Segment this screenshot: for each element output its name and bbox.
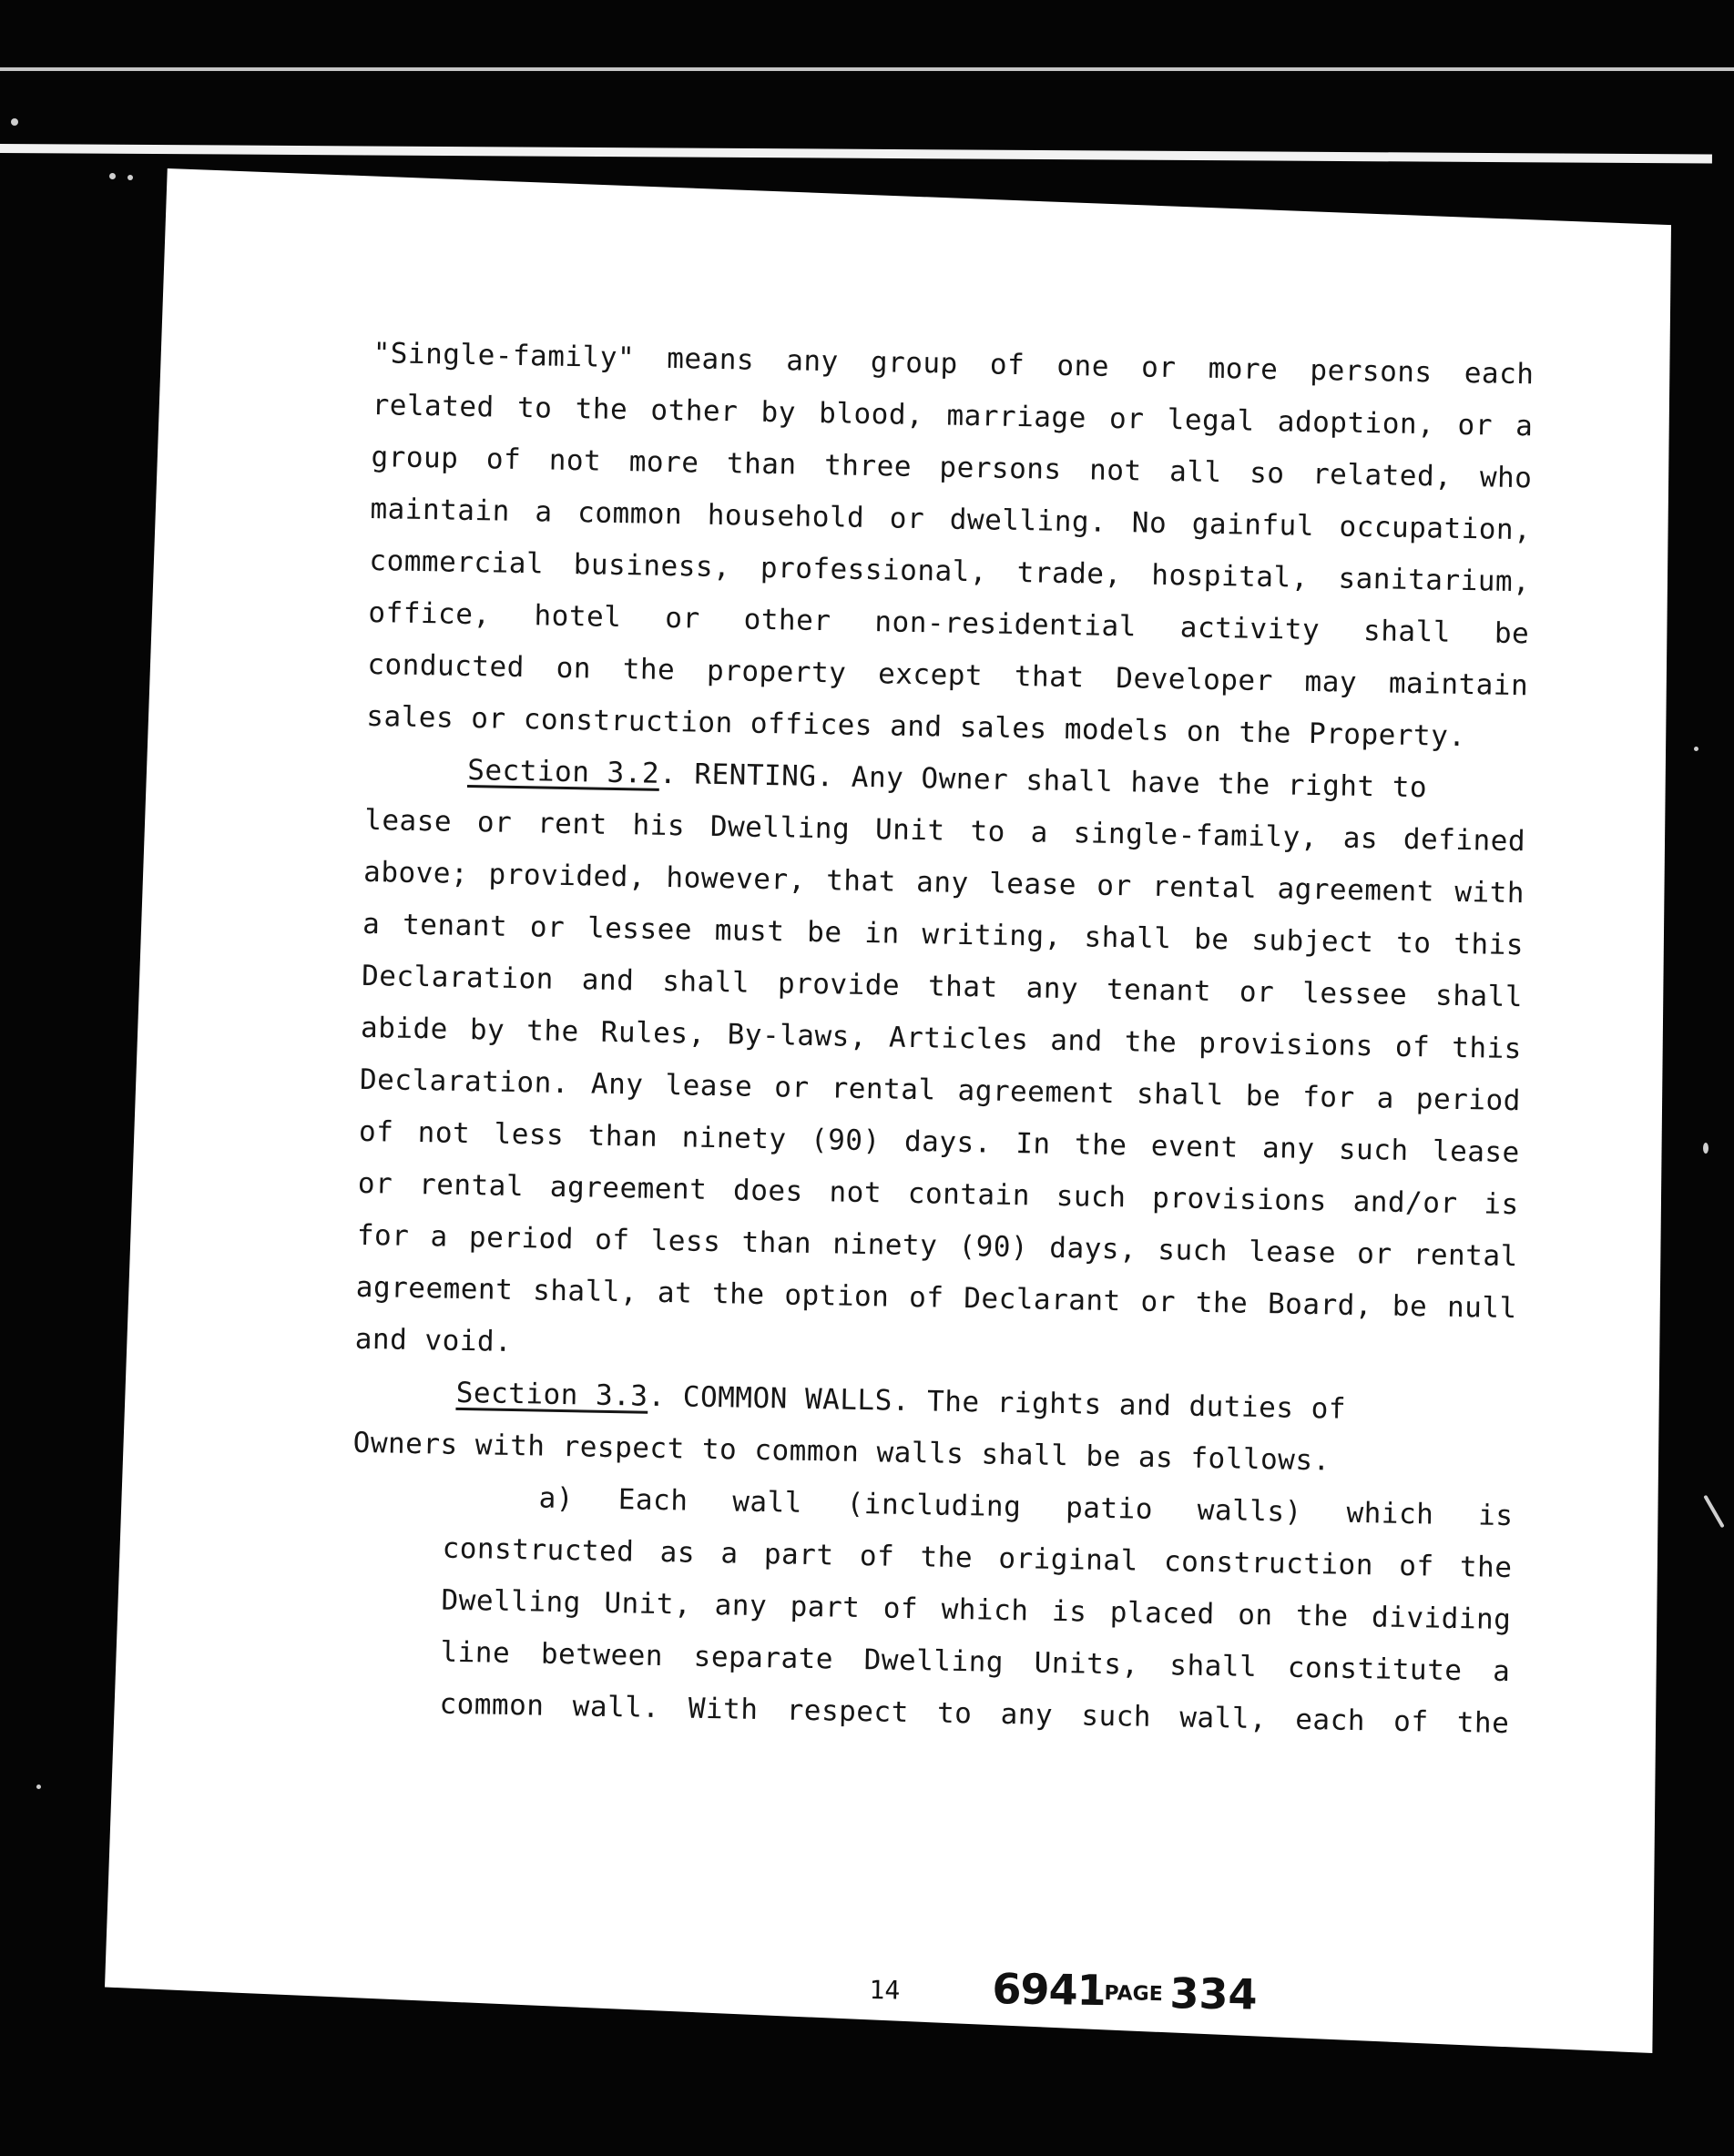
section-3-3-heading: Section 3.3: [455, 1376, 648, 1413]
text-line: line between separate Dwelling Units, shall constitute a: [440, 1635, 1511, 1689]
section-3-3-first-line: [455, 1377, 1515, 1429]
page-footer: [869, 1962, 1325, 2033]
document-body: [344, 337, 1535, 1951]
text-line: constructed as a part of the original construction of the: [442, 1531, 1513, 1585]
section-3-2-first-line: [467, 754, 1526, 806]
scan-edge-top: [0, 67, 1734, 71]
text-line: abide by the Rules, By-laws, Articles and the provisions of this: [360, 1011, 1523, 1066]
section-3-3-title: . COMMON WALLS. The rights and duties of: [648, 1379, 1347, 1426]
text-line: Owners with respect to common walls shall be as follows.: [352, 1426, 1331, 1478]
item-a-first-line: a) Each wall (including patio walls) which is: [538, 1481, 1514, 1533]
page-number: 14: [869, 1974, 901, 2006]
text-line: commercial business, professional, trade, hospital, sanitarium,: [369, 544, 1531, 599]
text-line: above; provided, however, that any lease or rental agreement with: [362, 855, 1525, 910]
text-line: common wall. With respect to any such wall, each of the: [439, 1687, 1510, 1741]
text-line: "Single-family" means any group of one or more persons each: [372, 337, 1535, 392]
scan-speck: [128, 175, 133, 180]
scan-speck: [36, 1785, 41, 1789]
text-line: agreement shall, at the option of Declarant or the Board, be null: [355, 1270, 1517, 1326]
section-3-2-title: . RENTING. Any Owner shall have the right to: [658, 757, 1428, 805]
text-line: office, hotel or other non-residential activity shall be: [368, 595, 1530, 651]
scan-speck: [109, 173, 116, 179]
text-line: group of not more than three persons not all so related, who: [371, 440, 1533, 495]
section-3-2-heading: Section 3.2: [466, 753, 660, 790]
text-line: Declaration and shall provide that any tenant or lessee shall: [361, 959, 1524, 1014]
recording-page-number: 334: [1169, 1968, 1258, 2019]
text-line: Dwelling Unit, any part of which is placed on the dividing: [441, 1583, 1512, 1637]
scan-speck: [1703, 1143, 1708, 1154]
text-line: for a period of less than ninety (90) days, such lease or rental: [356, 1218, 1519, 1274]
text-line: of not less than ninety (90) days. In the event any such lease: [358, 1114, 1521, 1170]
scan-edge-page-top: [0, 144, 1712, 163]
book-number: 6941: [992, 1964, 1106, 2016]
text-line: Declaration. Any lease or rental agreement shall be for a period: [359, 1063, 1522, 1118]
scan-speck: [11, 118, 18, 126]
text-line: and void.: [354, 1322, 513, 1358]
text-line: maintain a common household or dwelling. No gainful occupation,: [370, 492, 1532, 547]
text-line: a tenant or lessee must be in writing, shall be subject to this: [362, 907, 1525, 962]
page-label: PAGE: [1104, 1982, 1163, 2007]
scan-speck: [1703, 1495, 1724, 1529]
text-line: or rental agreement does not contain such provisions and/or is: [357, 1166, 1520, 1222]
scan-speck: [1694, 747, 1698, 751]
text-line: sales or construction offices and sales models on the Property.: [366, 699, 1466, 754]
text-line: lease or rent his Dwelling Unit to a single-family, as defined: [363, 803, 1526, 859]
text-line: related to the other by blood, marriage or legal adoption, or a: [372, 388, 1534, 443]
text-line: conducted on the property except that Developer may maintain: [367, 647, 1529, 703]
